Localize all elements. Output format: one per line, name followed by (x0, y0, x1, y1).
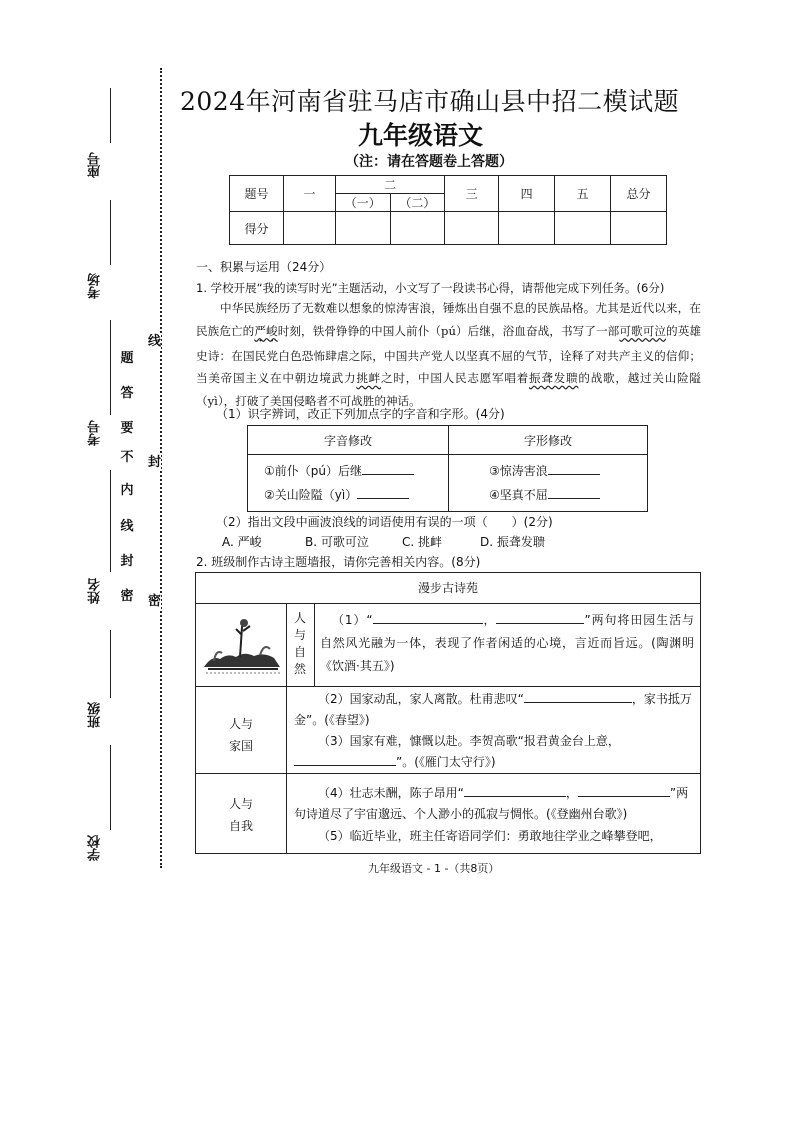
item-d-text: ④坚真不屈 (489, 488, 548, 502)
school-field[interactable] (110, 745, 111, 830)
seat-field[interactable] (110, 88, 111, 143)
passage-text: 中华民族经历了无数难以想象的惊涛害浪，锤炼出自强不息的民族品格。尤其是近代以来，在民族危亡的 (196, 301, 701, 338)
poetry-board (195, 572, 701, 854)
row3-text: ”两句诗道尽了宇宙邈远、个人渺小的孤寂与惆怅。(《登幽州台歌》) (294, 786, 689, 821)
row2-question-2 (294, 689, 694, 731)
row2-text: （2）国家动乱，家人离散。杜甫悲叹“ (318, 692, 524, 706)
divider (314, 603, 315, 686)
wavy-word: 振聋发聩 (529, 371, 579, 385)
col-head-glyph: 字形修改 (449, 426, 648, 455)
row3-label-line: 自我 (228, 819, 253, 833)
name-label: 姓名 (88, 578, 103, 604)
exam-no-label: 考号 (88, 420, 103, 446)
score-subcol-1: （一） (336, 194, 391, 212)
row2-label (196, 713, 286, 757)
exam-subtitle: 九年级语文 (358, 121, 484, 150)
sub-question-1: （1）识字辨词，改正下列加点字的字音和字形。(4分) (216, 407, 505, 421)
correction-table (247, 425, 648, 512)
class-label: 班级 (88, 702, 103, 728)
wavy-word: 可歌可泣 (619, 323, 667, 338)
section1-heading: 一、积累与运用（24分） (196, 260, 332, 274)
score-cell[interactable] (445, 212, 499, 245)
score-row-label: 题号 (230, 176, 284, 212)
row3-question-5 (294, 826, 694, 847)
item-b (264, 483, 448, 507)
answer-blank[interactable] (548, 474, 600, 475)
col-head-pronunciation: 字音修改 (248, 426, 449, 455)
option-c[interactable]: C. 挑衅 (402, 535, 443, 549)
divider (286, 686, 287, 773)
answer-blank[interactable] (578, 796, 670, 797)
row3-question-4 (294, 783, 694, 825)
reading-passage (196, 297, 701, 412)
seal-char-line: 线 (148, 334, 162, 349)
class-field[interactable] (110, 630, 111, 698)
page-footer: 九年级语文 - 1 -（共8页） (368, 862, 500, 875)
item-c-text: ③惊涛害浪 (489, 464, 548, 478)
school-label: 学校 (88, 835, 103, 861)
row2-label-line: 家国 (228, 739, 253, 753)
answer-note: （注：请在答题卷上答题） (345, 154, 513, 170)
passage-text: 之时，中国人民志愿军唱着 (381, 371, 530, 385)
notice-char: 题 (120, 351, 134, 366)
item-b-text: ②关山险隘（yì） (264, 488, 358, 502)
passage-text: 时刻，铁骨铮铮的中国人前仆（pú）后继，浴血奋战，书写了一部 (277, 323, 620, 338)
passage-text: 的英雄史诗：在国民党白色恐怖肆虐之际，中国共产党人以坚真不屈的气节，诠释了对共产主义的信仰；当美帝国主义在中朝边境武力 (196, 323, 701, 385)
option-b[interactable]: B. 可歌可泣 (305, 535, 369, 549)
row3-label-line: 人与 (228, 797, 253, 811)
item-c (489, 459, 647, 483)
notice-char: 不 (120, 450, 134, 465)
score-subcol-2: （二） (390, 194, 445, 212)
row3-text: ， (565, 786, 578, 800)
answer-blank[interactable] (357, 498, 409, 499)
answer-blank[interactable] (548, 498, 600, 499)
seal-char-dense: 密 (148, 594, 162, 609)
q1-stem: 1. 学校开展“我的读写时光”主题活动，小文写了一段读书心得，请帮他完成下列任务。(6分) (196, 281, 665, 295)
row1-question (320, 609, 694, 678)
score-cell[interactable] (283, 212, 335, 245)
row3-text: （4）壮志未酬，陈子昂用“ (318, 786, 464, 800)
row1-text: （1）“ (332, 613, 373, 627)
score-table (229, 175, 667, 245)
row2-text: （3）国家有难，慷慨以赴。李贺高歌“报君黄金台上意， (318, 734, 620, 748)
notice-char: 内 (120, 483, 134, 498)
answer-blank[interactable] (524, 702, 632, 703)
notice-char: 答 (120, 386, 134, 401)
item-d (489, 483, 647, 507)
score-cell[interactable] (499, 212, 555, 245)
row2-label-line: 人与 (228, 717, 253, 731)
score-row2-label: 得分 (230, 212, 284, 245)
landscape-image (200, 609, 284, 679)
notice-char: 密 (120, 589, 134, 604)
seat-label: 座号 (88, 152, 103, 178)
row2-question-3 (294, 731, 694, 773)
row3-text: （5）临近毕业，班主任寄语同学们：勇敢地往学业之峰攀登吧， (318, 829, 662, 843)
q2-stem: 2. 班级制作古诗主题墙报，请你完善相关内容。(8分) (196, 555, 481, 569)
divider (286, 603, 287, 686)
exam-room-label: 考场 (88, 273, 103, 299)
score-cell[interactable] (390, 212, 445, 245)
row1-label: 人与自然 (293, 611, 306, 676)
row1-text: ”两句将田园生活与自然风光融为一体，表现了作者闲适的心境，言近而旨远。(陶渊明《饮酒·其五》) (320, 613, 694, 673)
notice-char: 要 (120, 421, 134, 436)
notice-char: 封 (120, 554, 134, 569)
wavy-word: 严峻 (254, 323, 278, 338)
row1-text: ， (482, 613, 497, 627)
divider (196, 773, 700, 774)
name-field[interactable] (110, 470, 111, 572)
answer-blank[interactable] (496, 623, 584, 624)
divider (196, 603, 700, 604)
answer-blank[interactable] (373, 623, 483, 624)
option-d[interactable]: D. 振聋发聩 (480, 535, 545, 549)
score-cell[interactable] (336, 212, 391, 245)
answer-blank[interactable] (464, 796, 566, 797)
score-col-total: 总分 (611, 176, 667, 212)
score-col-5: 五 (555, 176, 611, 212)
exam-no-field[interactable] (110, 320, 111, 415)
score-cell[interactable] (555, 212, 611, 245)
notice-char: 线 (120, 519, 134, 534)
score-col-4: 四 (499, 176, 555, 212)
exam-title: 2024年河南省驻马店市确山县中招二模试题 (180, 87, 680, 116)
answer-blank[interactable] (294, 765, 396, 766)
score-col-2: 二 (336, 176, 445, 194)
poetry-board-title: 漫步古诗苑 (417, 581, 478, 595)
exam-room-field[interactable] (110, 200, 111, 265)
divider (286, 773, 287, 853)
sub-question-2: （2）指出文段中画波浪线的词语使用有误的一项（ ）(2分) (216, 515, 553, 529)
row2-text: ，家书抵万金”。(《春望》) (294, 692, 692, 727)
score-col-1: 一 (283, 176, 335, 212)
row2-text: ”。(《雁门太守行》) (396, 755, 496, 769)
seal-char-seal: 封 (148, 455, 162, 470)
row3-label (196, 793, 286, 837)
score-col-3: 三 (445, 176, 499, 212)
answer-blank[interactable] (362, 474, 414, 475)
landscape-illustration (200, 609, 284, 679)
passage-text: 的战歌，越过关山险隘（yì），打破了美国侵略者不可战胜的神话。 (196, 371, 701, 408)
item-a (264, 459, 448, 483)
option-a[interactable]: A. 严峻 (222, 535, 262, 549)
score-cell[interactable] (611, 212, 667, 245)
item-a-text: ①前仆（pú）后继 (264, 464, 362, 478)
divider (196, 686, 700, 687)
wavy-word: 挑衅 (356, 371, 382, 385)
